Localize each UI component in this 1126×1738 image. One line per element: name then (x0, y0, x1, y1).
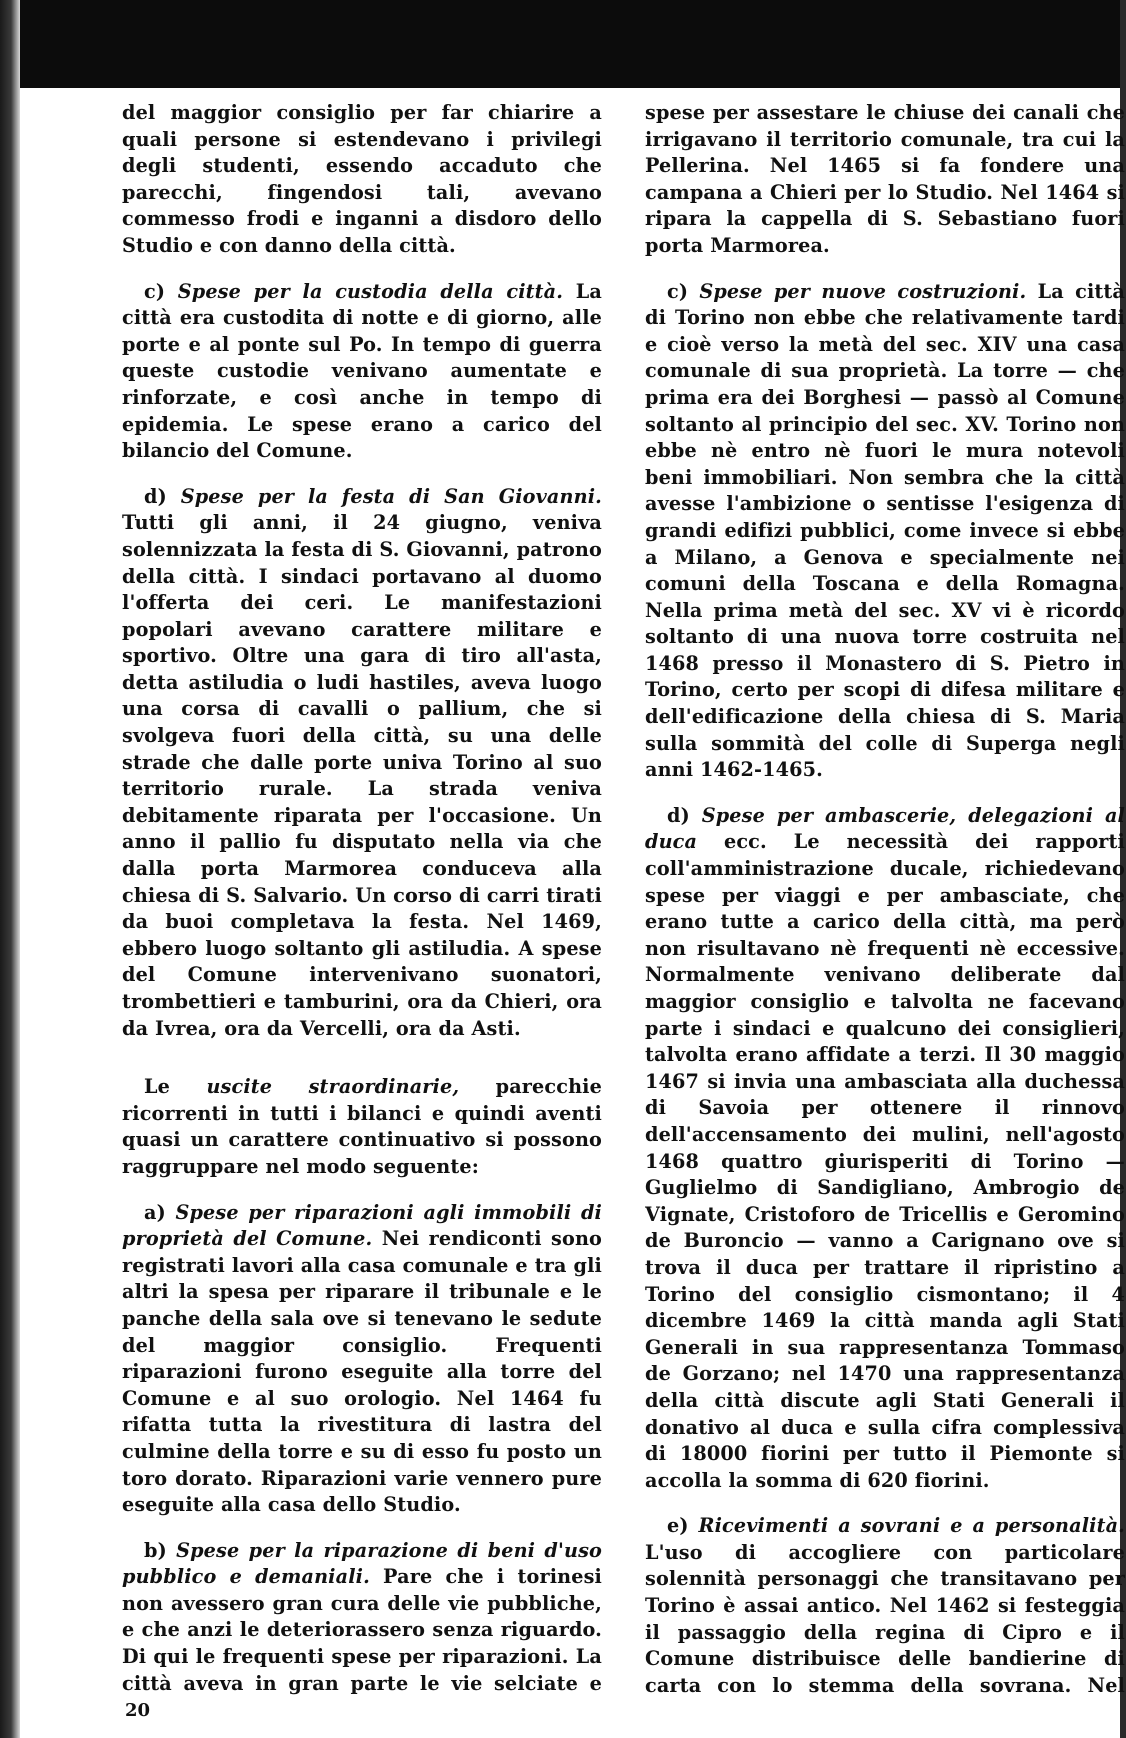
section-heading: Spese per ambascerie, delegazioni al duca (645, 803, 1125, 854)
paragraph: spese per assestare le chiuse dei canali che irrigavano il territorio comunale, tra cui la Pellerina. Nel 1465 si fa fondere una campana a Chieri per lo Studio. Nel 1464 si ripara la cappella di S. Sebastiano fuori porta Marmorea. (645, 101, 1125, 257)
scan-border-left (0, 0, 20, 1738)
section-heading: Spese per nuove costruzioni. (699, 279, 1027, 303)
paragraph: b) Spese per la riparazione di beni d'uso pubblico e demaniali. Pare che i torinesi non avessero gran cura delle vie pubbliche, e che anzi le deteriorassero senza riguardo. Di qui le frequenti spese per riparazioni. La città aveva in gran parte le vie selciate e (122, 1538, 602, 1695)
paragraph: a) Spese per riparazioni agli immobili di proprietà del Comune. Nei rendiconti sono registrati lavori alla casa comunale e tra gli altri la spesa per riparare il tribunale e le panche della sala ove si tenevano le sedute del maggior consiglio. Frequenti riparazioni furono eseguite alla torre del Comune e al suo orologio. Nel 1464 fu rifatta tutta la rivestitura di lastra del culmine della torre e su di esso fu posto un toro dorato. Riparazioni varie vennero pure eseguite alla casa dello Studio. (122, 1200, 602, 1517)
section-heading: uscite straordinarie, (206, 1075, 460, 1099)
paragraph: del maggior consiglio per far chiarire a quali persone si estendevano i privilegi degli studenti, essendo accaduto che parecchi, fingendosi tali, avevano commesso frodi e inganni a disdoro dello Studio e con danno della città. (122, 101, 602, 257)
section-heading: Spese per riparazioni agli immobili di proprietà del Comune. (122, 1200, 602, 1251)
paragraph: c) Spese per la custodia della città. La città era custodita di notte e di giorno, alle porte e al ponte sul Po. In tempo di guerra queste custodie venivano aumentate e rinforzate, e così anche in tempo di epidemia. Le spese erano a carico del bilancio del Comune. (122, 279, 602, 463)
paragraph: c) Spese per nuove costruzioni. La città di Torino non ebbe che relativamente tardi e cioè verso la metà del sec. XIV una casa comunale di sua proprietà. La torre — che prima era dei Borghesi — passò al Comune soltanto al principio del sec. XV. Torino non ebbe nè entro nè fuori le mura notevoli beni immobiliari. Non sembra che la città avesse l'ambizione o sentisse l'esigenza di grandi edifizi pubblici, come invece si ebbe a Milano, a Genova e specialmente nei comuni della Toscana e della Romagna. Nella prima metà del sec. XV vi è ricordo soltanto di una nuova torre costruita nel 1468 presso il Monastero di S. Pietro in Torino, certo per scopi di difesa militare e dell'edificazione della chiesa di S. Maria sulla sommità del colle di Superga negli anni 1462-1465. (645, 279, 1125, 782)
paragraph: Le uscite straordinarie, parecchie ricorrenti in tutti i bilanci e quindi aventi quasi un carattere continuativo si possono raggruppare nel modo seguente: (122, 1075, 602, 1178)
section-heading: Spese per la custodia della città. (177, 279, 564, 303)
section-heading: Spese per la riparazione di beni d'uso pubblico e demaniali. (122, 1538, 602, 1589)
paragraph: e) Ricevimenti a sovrani e a personalità. L'uso di accogliere con particolare solennità personaggi che transitavano per Torino è assai antico. Nel 1462 si festeggia il passaggio della regina di Cipro e il Comune distribuisce delle bandierine di carta con lo stemma della sovrana. Nel (645, 1514, 1125, 1695)
page-number: 20 (125, 1700, 151, 1721)
paragraph: d) Spese per ambascerie, delegazioni al duca ecc. Le necessità dei rapporti coll'amministrazione ducale, richiedevano spese per viaggi e per ambasciate, che erano tutte a carico della città, ma però non risultavano nè frequenti nè eccessive. Normalmente venivano deliberate dal maggior consiglio e talvolta ne facevano parte i sindaci e qualcuno dei consiglieri, talvolta erano affidate a terzi. Il 30 maggio 1467 si invia una ambasciata alla duchessa di Savoia per ottenere il rinnovo dell'accensamento dei mulini, nell'agosto 1468 quattro giurisperiti di Torino — Guglielmo di Sandigliano, Ambrogio de Vignate, Cristoforo de Tricellis e Geromino de Buroncio — vanno a Carignano ove si trova il duca per trattare il ripristino a Torino del consiglio cismontano; il 4 dicembre 1469 la città manda agli Stati Generali in sua rappresentanza Tommaso de Gorzano; nel 1470 una rappresentanza della città discute agli Stati Generali il donativo al duca e sulla cifra complessiva di 18000 fiorini per tutto il Piemonte si accolla la somma di 620 fiorini. (645, 803, 1125, 1492)
section-heading: Ricevimenti a sovrani e a personalità. (698, 1514, 1125, 1538)
left-column (122, 100, 602, 1695)
section-heading: Spese per la festa di San Giovanni. (180, 484, 602, 508)
paragraph: d) Spese per la festa di San Giovanni. Tutti gli anni, il 24 giugno, veniva solennizzata la festa di S. Giovanni, patrono della città. I sindaci portavano al duomo l'offerta dei ceri. Le manifestazioni popolari avevano carattere militare e sportivo. Oltre una gara di tiro all'asta, detta astiludia o ludi hastiles, aveva luogo una corsa di cavalli o pallium, che si svolgeva fuori della città, su una delle strade che dalle porte univa Torino al suo territorio rurale. La strada veniva debitamente riparata per l'occasione. Un anno il pallio fu disputato nella via che dalla porta Marmorea conduceva alla chiesa di S. Salvario. Un corso di carri tirati da buoi completava la festa. Nel 1469, ebbero luogo soltanto gli astiludia. A spese del Comune intervenivano suonatori, trombettieri e tamburini, ora da Chieri, ora da Ivrea, ora da Vercelli, ora da Asti. (122, 484, 602, 1040)
scan-border-top (0, 0, 1126, 88)
right-column (645, 100, 1125, 1695)
